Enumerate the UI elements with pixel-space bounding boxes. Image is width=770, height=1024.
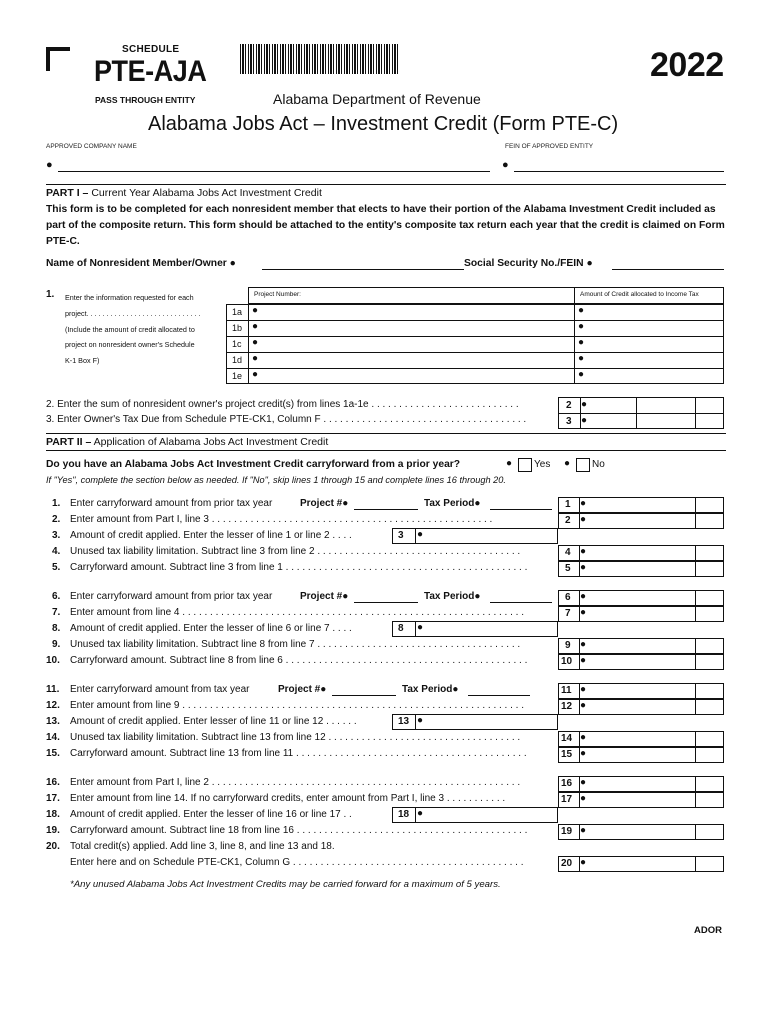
line-amount-box[interactable] [392, 807, 558, 823]
project-input-1e[interactable]: ● [252, 369, 259, 380]
line-amount-box[interactable] [558, 513, 724, 529]
line-box-label: 7 [565, 608, 571, 619]
line-number: 15. [46, 748, 60, 759]
part2-subrule [46, 450, 726, 451]
line-number: 9. [52, 639, 61, 650]
line-number: 12. [46, 700, 60, 711]
carryforward-instruction: If "Yes", complete the section below as needed. If "No", skip lines 1 through 15 and complete lines 16 through 20. [46, 475, 506, 485]
tax-period-label: Tax Period● [424, 591, 481, 602]
line-text: Amount of credit applied. Enter the lesser of line 16 or line 17 . . [70, 809, 352, 820]
line-number: 1. [52, 498, 61, 509]
line-amount-box[interactable] [558, 561, 724, 577]
project-number-header: Project Number: [254, 291, 301, 298]
line-box-label: 11 [561, 685, 572, 696]
yes-checkbox[interactable] [518, 458, 532, 472]
amount-bullet: ● [580, 857, 587, 868]
no-bullet: ● [564, 458, 571, 469]
line-text: Amount of credit applied. Enter the lesser of line 1 or line 2 . . . . [70, 530, 352, 541]
line3-input[interactable]: ● [581, 415, 588, 426]
line3-box-label: 3 [566, 416, 572, 427]
line-number: 19. [46, 825, 60, 836]
member-name-label: Name of Nonresident Member/Owner ● [46, 258, 236, 269]
line-number: 20. [46, 841, 60, 852]
line-number: 3. [52, 530, 61, 541]
line-amount-box[interactable] [558, 856, 724, 872]
line2-input[interactable]: ● [581, 399, 588, 410]
line-box-label: 5 [565, 563, 571, 574]
line-amount-box[interactable] [392, 621, 558, 637]
no-label: No [592, 459, 605, 470]
line-box-label: 2 [565, 515, 571, 526]
line-amount-box[interactable] [392, 528, 558, 544]
line-amount-box[interactable] [558, 683, 724, 699]
amount-bullet: ● [580, 732, 587, 743]
line-box-label: 1 [565, 499, 571, 510]
company-name-label: APPROVED COMPANY NAME [46, 143, 137, 150]
member-name-field[interactable] [262, 269, 464, 270]
corner-mark [46, 47, 70, 71]
fein-field[interactable] [514, 171, 724, 172]
amount-bullet: ● [580, 514, 587, 525]
line-number: 2. [52, 514, 61, 525]
line-text: Unused tax liability limitation. Subtract line 13 from line 12 . . . . . . . . . . . . . . . . . . . . . . . . . . . . . . . . . . . [70, 732, 521, 743]
line-box-label: 13 [398, 716, 410, 727]
tax-period-field[interactable] [468, 695, 530, 696]
table-row: 1c ● ● [226, 336, 724, 353]
line-box-label: 4 [565, 547, 571, 558]
line1-num: 1. [46, 289, 55, 300]
line-number: 10. [46, 655, 60, 666]
line-number: 18. [46, 809, 60, 820]
amount-input-1a[interactable]: ● [578, 305, 585, 316]
line-amount-box[interactable] [558, 824, 724, 840]
line-box-label: 10 [561, 656, 573, 667]
line-box-label: 18 [398, 809, 410, 820]
project-number-field[interactable] [354, 602, 418, 603]
line-text: Carryforward amount. Subtract line 13 from line 11 . . . . . . . . . . . . . . . . . . . . . . . . . . . . . . . . . . . . . . . . . . [70, 748, 527, 759]
amount-input-1c[interactable]: ● [578, 337, 585, 348]
amount-bullet: ● [580, 655, 587, 666]
line-amount-box[interactable] [558, 654, 724, 670]
project-number-label: Project #● [300, 498, 349, 509]
line-amount-box[interactable] [558, 731, 724, 747]
yes-bullet: ● [506, 458, 513, 469]
line-text: Total credit(s) applied. Add line 3, line 8, and line 13 and 18. [70, 841, 335, 852]
table-row: 1a ● ● [226, 304, 724, 321]
project-number-field[interactable] [354, 509, 418, 510]
line-number: 13. [46, 716, 60, 727]
form-year: 2022 [650, 46, 724, 84]
line1-instructions: Enter the information requested for each project. . . . . . . . . . . . . . . . . . . . . . . . . . . . . (Include the amount of credit allocated to project on nonresident owner's Schedule K-1 Box F) [65, 293, 201, 366]
line-text: Enter amount from line 9 . . . . . . . . . . . . . . . . . . . . . . . . . . . . . . . . . . . . . . . . . . . . . . . . . . . . . . . . . . . . . . [70, 700, 525, 711]
line-number: 5. [52, 562, 61, 573]
line-box-label: 20 [561, 858, 573, 869]
entity-label: PASS THROUGH ENTITY [95, 95, 196, 105]
line-box-label: 9 [565, 640, 571, 651]
line-amount-box[interactable] [558, 497, 724, 513]
line-amount-box[interactable] [392, 714, 558, 730]
line-text: Carryforward amount. Subtract line 18 from line 16 . . . . . . . . . . . . . . . . . . . . . . . . . . . . . . . . . . . . . . . . . . [70, 825, 528, 836]
tax-period-field[interactable] [490, 602, 552, 603]
amount-bullet: ● [417, 529, 424, 540]
line-box-label: 16 [561, 778, 573, 789]
line-amount-box[interactable] [558, 747, 724, 763]
line-amount-box[interactable] [558, 590, 724, 606]
part2-rule [46, 433, 726, 434]
amount-bullet: ● [417, 808, 424, 819]
line-text: Amount of credit applied. Enter the lesser of line 6 or line 7 . . . . [70, 623, 352, 634]
amount-input-1b[interactable]: ● [578, 321, 585, 332]
line-text: Enter carryforward amount from prior tax year [70, 498, 273, 509]
amount-bullet: ● [580, 777, 587, 788]
line-box-label: 15 [561, 749, 573, 760]
line-text: Unused tax liability limitation. Subtract line 8 from line 7 . . . . . . . . . . . . . . . . . . . . . . . . . . . . . . . . . . . . . [70, 639, 521, 650]
line-amount-box[interactable] [558, 545, 724, 561]
credit-amount-header: Amount of Credit allocated to Income Tax [580, 291, 699, 298]
form-id: PTE-AJA [94, 55, 207, 88]
amount-bullet: ● [580, 562, 587, 573]
project-number-label: Project #● [300, 591, 349, 602]
line-text: Carryforward amount. Subtract line 8 from line 6 . . . . . . . . . . . . . . . . . . . . . . . . . . . . . . . . . . . . . . . . . . . . [70, 655, 528, 666]
amount-bullet: ● [580, 793, 587, 804]
ssn-field[interactable] [612, 269, 724, 270]
project-number-field[interactable] [332, 695, 396, 696]
line-text: Unused tax liability limitation. Subtract line 3 from line 2 . . . . . . . . . . . . . . . . . . . . . . . . . . . . . . . . . . . . . [70, 546, 521, 557]
fein-label: FEIN OF APPROVED ENTITY [505, 143, 594, 150]
line-text: Enter carryforward amount from prior tax year [70, 591, 273, 602]
line-number: 8. [52, 623, 61, 634]
line-text: Enter amount from line 14. If no carryforward credits, enter amount from Part I, line 3 . . . . . . . . . . . [70, 793, 506, 804]
no-checkbox[interactable] [576, 458, 590, 472]
ador-label: ADOR [694, 925, 722, 936]
line-amount-box[interactable] [558, 776, 724, 792]
line-number: 16. [46, 777, 60, 788]
line-number: 4. [52, 546, 61, 557]
tax-period-label: Tax Period● [424, 498, 481, 509]
line-box-label: 19 [561, 826, 573, 837]
line-number: 7. [52, 607, 61, 618]
line-number: 11. [46, 684, 60, 695]
line-amount-box[interactable] [558, 638, 724, 654]
part1-line2: 2. Enter the sum of nonresident owner's project credit(s) from lines 1a-1e . . . . . . . . . . . . . . . . . . . . . . . . . . . [46, 399, 519, 410]
part1-rule [46, 184, 726, 185]
line-box-label: 6 [565, 592, 571, 603]
part1-intro: This form is to be completed for each nonresident member that elects to have their portion of the Alabama Investment Credit included as part of the composite return. This form should be attached to the entity's composite tax return each year that the credit is claimed on Form PTE-C. [46, 204, 725, 247]
tax-period-label: Tax Period● [402, 684, 459, 695]
line-box-label: 17 [561, 794, 573, 805]
company-name-bullet: ● [46, 159, 53, 171]
line20-continuation: Enter here and on Schedule PTE-CK1, Column G . . . . . . . . . . . . . . . . . . . . . . . . . . . . . . . . . . . . . . . . . . [70, 857, 524, 868]
line-text: Enter amount from Part I, line 3 . . . . . . . . . . . . . . . . . . . . . . . . . . . . . . . . . . . . . . . . . . . . . . . . . . . [70, 514, 493, 525]
line-number: 17. [46, 793, 60, 804]
amount-bullet: ● [580, 591, 587, 602]
line-amount-box[interactable] [558, 792, 724, 808]
amount-bullet: ● [580, 700, 587, 711]
footnote: *Any unused Alabama Jobs Act Investment Credits may be carried forward for a maximum of 5 years. [70, 879, 501, 890]
carryforward-question: Do you have an Alabama Jobs Act Investment Credit carryforward from a prior year? [46, 459, 461, 470]
project-input-1b[interactable]: ● [252, 321, 259, 332]
amount-bullet: ● [417, 715, 424, 726]
line-amount-box[interactable] [558, 699, 724, 715]
yes-label: Yes [534, 459, 551, 470]
project-number-label: Project #● [278, 684, 327, 695]
form-title: Alabama Jobs Act – Investment Credit (Form PTE-C) [148, 113, 619, 135]
line-box-label: 3 [398, 530, 404, 541]
part1-line3: 3. Enter Owner's Tax Due from Schedule PTE-CK1, Column F . . . . . . . . . . . . . . . . . . . . . . . . . . . . . . . . . . . . . [46, 414, 527, 425]
table-row: 1d ● ● [226, 352, 724, 369]
line-box-label: 8 [398, 623, 404, 634]
line-text: Enter amount from line 4 . . . . . . . . . . . . . . . . . . . . . . . . . . . . . . . . . . . . . . . . . . . . . . . . . . . . . . . . . . . . . . [70, 607, 525, 618]
project-input-1d[interactable]: ● [252, 353, 259, 364]
part1-heading: PART I – Current Year Alabama Jobs Act Investment Credit [46, 187, 322, 199]
line-number: 6. [52, 591, 61, 602]
line-text: Carryforward amount. Subtract line 3 from line 1 . . . . . . . . . . . . . . . . . . . . . . . . . . . . . . . . . . . . . . . . . . . . [70, 562, 528, 573]
barcode [240, 44, 400, 74]
line-amount-box[interactable] [558, 606, 724, 622]
amount-bullet: ● [417, 622, 424, 633]
fein-bullet: ● [502, 159, 509, 171]
ssn-label: Social Security No./FEIN ● [464, 258, 593, 269]
project-input-1c[interactable]: ● [252, 337, 259, 348]
line2-box-label: 2 [566, 400, 572, 411]
table-row: 1b ● ● [226, 320, 724, 337]
tax-period-field[interactable] [490, 509, 552, 510]
amount-bullet: ● [580, 748, 587, 759]
table-row: 1e ● ● [232, 369, 585, 381]
company-name-field[interactable] [58, 171, 490, 172]
line-text: Amount of credit applied. Enter lesser of line 11 or line 12 . . . . . . [70, 716, 357, 727]
line-number: 14. [46, 732, 60, 743]
amount-bullet: ● [580, 498, 587, 509]
part2-heading: PART II – Application of Alabama Jobs Act Investment Credit [46, 436, 329, 448]
line-text: Enter amount from Part I, line 2 . . . . . . . . . . . . . . . . . . . . . . . . . . . . . . . . . . . . . . . . . . . . . . . . . . . . . . . . [70, 777, 521, 788]
amount-bullet: ● [580, 639, 587, 650]
department: Alabama Department of Revenue [273, 91, 481, 107]
amount-input-1d[interactable]: ● [578, 353, 585, 364]
amount-input-1e[interactable]: ● [578, 369, 585, 380]
project-input-1a[interactable]: ● [252, 305, 259, 316]
amount-bullet: ● [580, 607, 587, 618]
amount-bullet: ● [580, 825, 587, 836]
amount-bullet: ● [580, 684, 587, 695]
line-box-label: 14 [561, 733, 573, 744]
schedule-label: SCHEDULE [122, 44, 180, 55]
line-text: Enter carryforward amount from tax year [70, 684, 250, 695]
line-box-label: 12 [561, 701, 573, 712]
amount-bullet: ● [580, 546, 587, 557]
